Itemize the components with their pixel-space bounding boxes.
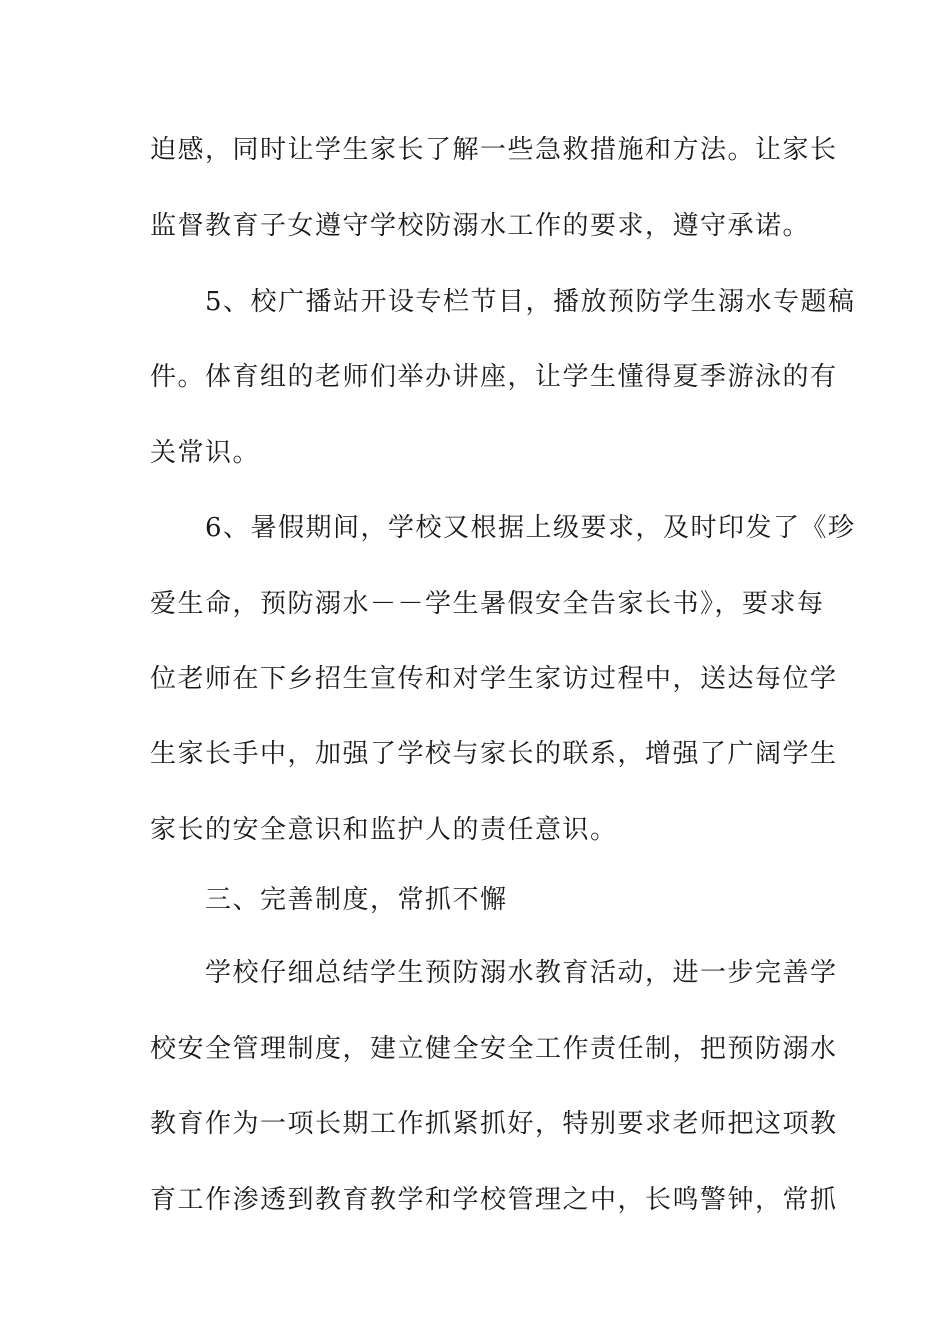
- text-line: 6、暑假期间，学校又根据上级要求，及时印发了《珍: [150, 513, 856, 543]
- text-line: 5、校广播站开设专栏节目，播放预防学生溺水专题稿: [150, 287, 856, 317]
- text-line: 育工作渗透到教育教学和学校管理之中，长鸣警钟，常抓: [150, 1185, 838, 1215]
- text-line: 位老师在下乡招生宣传和对学生家访过程中，送达每位学: [150, 664, 838, 694]
- text-line: 家长的安全意识和监护人的责任意识。: [150, 815, 618, 845]
- text-line: 爱生命，预防溺水－－学生暑假安全告家长书》，要求每: [150, 589, 825, 619]
- text-line: 生家长手中，加强了学校与家长的联系，增强了广阔学生: [150, 739, 838, 769]
- text-line: 校安全管理制度，建立健全安全工作责任制，把预防溺水: [150, 1034, 838, 1064]
- text-line: 关常识。: [150, 438, 261, 468]
- section-heading: 三、完善制度，常抓不懈: [150, 885, 508, 915]
- text-line: 件。体育组的老师们举办讲座，让学生懂得夏季游泳的有: [150, 362, 838, 392]
- text-line: 监督教育子女遵守学校防溺水工作的要求，遵守承诺。: [150, 211, 811, 241]
- text-line: 教育作为一项长期工作抓紧抓好，特别要求老师把这项教: [150, 1109, 838, 1139]
- text-line: 学校仔细总结学生预防溺水教育活动，进一步完善学: [150, 958, 838, 988]
- text-line: 迫感，同时让学生家长了解一些急救措施和方法。让家长: [150, 135, 838, 165]
